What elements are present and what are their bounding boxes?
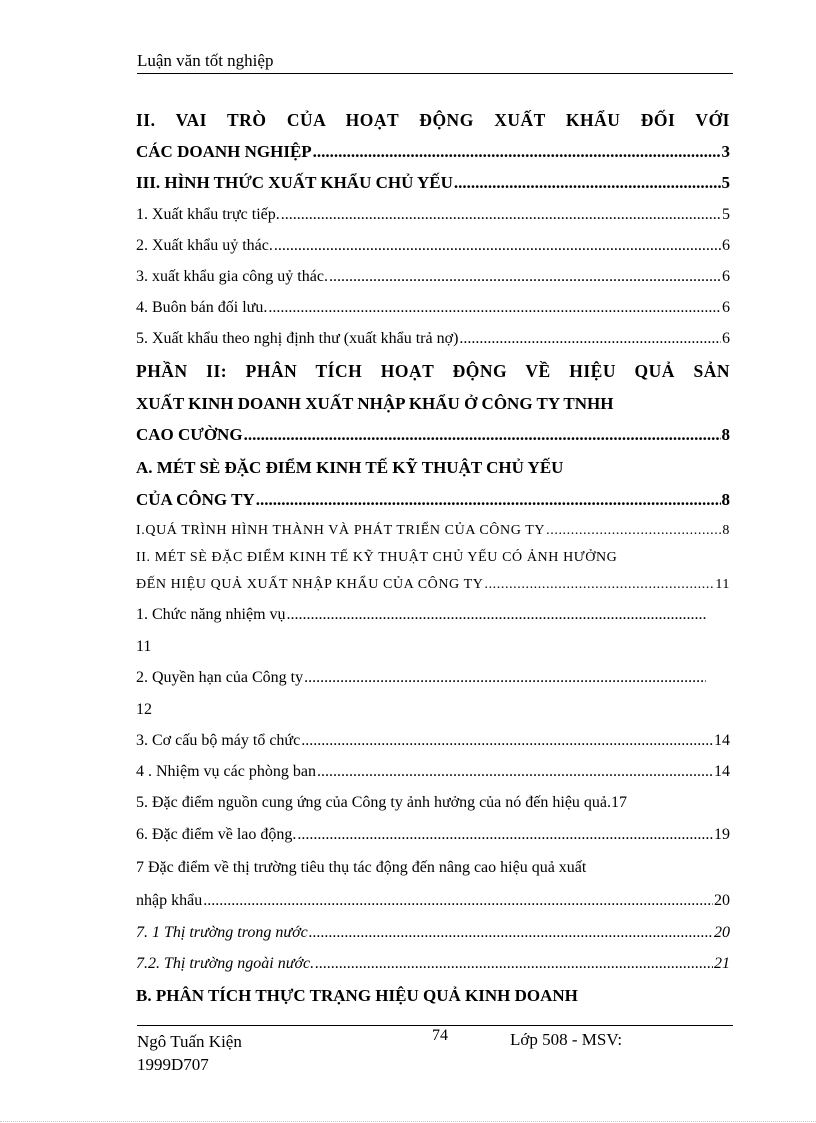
toc-entry[interactable] <box>136 355 730 388</box>
toc-entry[interactable] <box>136 323 730 355</box>
toc-entry-label: 12 <box>136 700 152 718</box>
page-number: 74 <box>432 1027 448 1044</box>
toc-page-number: 14 <box>714 731 730 749</box>
toc-entry-label: III. HÌNH THỨC XUẤT KHẨU CHỦ YẾU <box>136 173 453 192</box>
toc-entry[interactable] <box>136 599 730 631</box>
toc-entry[interactable] <box>136 851 730 884</box>
toc-entry[interactable] <box>136 631 730 662</box>
toc-page-number: 3 <box>721 141 730 161</box>
footer-author: Ngô Tuấn Kiện <box>137 1032 242 1051</box>
toc-leader-dots <box>244 425 721 445</box>
toc-page-number: 6 <box>722 330 730 347</box>
toc-entry[interactable] <box>136 725 730 756</box>
page-bottom-border <box>0 1121 816 1122</box>
toc-leader-dots <box>256 490 721 510</box>
toc-leader-dots <box>301 732 713 750</box>
footer-class-info: Lớp 508 - MSV: <box>510 1030 623 1049</box>
toc-leader-dots <box>313 142 721 162</box>
toc-entry-label: XUẤT KINH DOANH XUẤT NHẬP KHẨU Ở CÔNG TY TNHH <box>136 393 614 413</box>
toc-entry-label: 3. xuất khẩu gia công uỷ thác. <box>136 267 328 285</box>
toc-leader-dots <box>459 330 721 348</box>
toc-entry[interactable] <box>136 917 730 948</box>
toc-page-number: 8 <box>721 425 730 444</box>
toc-entry[interactable] <box>136 136 730 167</box>
toc-entry-label: I.QUÁ TRÌNH HÌNH THÀNH VÀ PHÁT TRIỂN CỦA CÔNG TY <box>136 522 546 538</box>
toc-leader-dots <box>287 606 706 624</box>
toc-entry-label: 2. Xuất khẩu uỷ thác. <box>136 236 273 254</box>
toc-entry-label: B. PHÂN TÍCH THỰC TRẠNG HIỆU QUẢ KINH DOANH <box>136 986 578 1005</box>
toc-entry-label: 7.2. Thị trường ngoài nước. <box>136 955 315 972</box>
toc-entry[interactable] <box>136 546 730 570</box>
toc-entry-label: 5. Xuất khẩu theo nghị định thư (xuất khẩu trả nợ) <box>136 330 459 347</box>
toc-entry[interactable] <box>136 261 730 292</box>
toc-entry[interactable] <box>136 167 730 199</box>
toc-entry[interactable] <box>136 388 730 419</box>
toc-page-number: 8 <box>722 522 730 538</box>
toc-leader-dots <box>329 268 721 286</box>
toc-entry[interactable] <box>136 884 730 917</box>
toc-entry-label: nhập khẩu <box>136 891 203 909</box>
toc-page-number: 21 <box>714 955 730 972</box>
toc-entry-label: 7. 1 Thị trường trong nước <box>136 923 308 941</box>
table-of-contents <box>136 104 730 1012</box>
page-header <box>137 50 733 74</box>
toc-entry[interactable] <box>136 787 730 819</box>
toc-page-number: 5 <box>722 205 730 223</box>
toc-entry[interactable] <box>136 948 730 980</box>
header-title: Luận văn tốt nghiệp <box>137 51 274 70</box>
toc-entry-label: II. VAI TRÒ CỦA HOẠT ĐỘNG XUẤT KHẨU ĐỐI VỚI <box>136 110 730 130</box>
toc-leader-dots <box>281 206 721 224</box>
toc-entry[interactable] <box>136 419 730 451</box>
toc-page-number: 20 <box>714 923 730 941</box>
toc-entry[interactable] <box>136 230 730 261</box>
toc-entry-label: 5. Đặc điểm nguồn cung ứng của Công ty ảnh hưởng của nó đến hiệu quả. <box>136 794 612 811</box>
toc-leader-dots <box>268 299 721 317</box>
toc-page-number: 11 <box>715 576 730 592</box>
toc-page-number: 5 <box>721 173 730 192</box>
toc-entry-label: 2. Quyền hạn của Công ty <box>136 669 304 686</box>
toc-entry[interactable] <box>136 694 730 725</box>
toc-entry[interactable] <box>136 199 730 230</box>
toc-entry[interactable] <box>136 104 730 136</box>
toc-leader-dots <box>546 523 721 539</box>
toc-entry-label: 1. Xuất khẩu trực tiếp. <box>136 205 280 223</box>
toc-leader-dots <box>484 577 714 593</box>
toc-entry[interactable] <box>136 484 730 515</box>
toc-entry-label: 4. Buôn bán đối lưu. <box>136 298 268 316</box>
toc-entry-label: PHẦN II: PHÂN TÍCH HOẠT ĐỘNG VỀ HIỆU QUẢ SẢN <box>136 361 730 381</box>
toc-entry[interactable] <box>136 662 730 694</box>
toc-entry[interactable] <box>136 980 730 1012</box>
toc-page-number: 14 <box>714 762 730 780</box>
toc-entry[interactable] <box>136 451 730 484</box>
toc-entry-label: ĐẾN HIỆU QUẢ XUẤT NHẬP KHẨU CỦA CÔNG TY <box>136 576 484 592</box>
toc-entry-label: CAO CƯỜNG <box>136 425 243 444</box>
toc-entry[interactable] <box>136 292 730 323</box>
toc-entry-label: A. MÉT SÈ ĐẶC ĐIỂM KINH TẾ KỸ THUẬT CHỦ YẾU <box>136 457 564 477</box>
toc-page-number: 19 <box>714 826 730 843</box>
toc-entry-label: 1. Chức năng nhiệm vụ <box>136 606 286 623</box>
toc-entry-label: 7 Đặc điểm về thị trường tiêu thụ tác động đến nâng cao hiệu quả xuất <box>136 858 587 876</box>
toc-page-number: 8 <box>721 489 730 509</box>
toc-leader-dots <box>317 763 713 781</box>
toc-leader-dots <box>304 669 706 687</box>
toc-entry-label: 4 . Nhiệm vụ các phòng ban <box>136 762 316 780</box>
toc-page-number: 6 <box>722 267 730 285</box>
toc-entry[interactable] <box>136 756 730 787</box>
toc-page-number: 6 <box>722 236 730 254</box>
footer-divider <box>137 1025 733 1026</box>
toc-leader-dots <box>309 924 713 942</box>
toc-leader-dots <box>315 955 713 973</box>
toc-page-number: 17 <box>611 794 628 811</box>
footer-student-id: 1999D707 <box>137 1055 209 1074</box>
toc-leader-dots <box>274 237 721 255</box>
toc-entry-label: CỦA CÔNG TY <box>136 489 255 509</box>
toc-entry-label: 11 <box>136 637 152 655</box>
toc-entry-label: 3. Cơ cấu bộ máy tổ chức <box>136 731 301 749</box>
toc-entry[interactable] <box>136 819 730 851</box>
toc-entry-label: 6. Đặc điểm về lao động. <box>136 826 297 843</box>
toc-page-number: 20 <box>714 891 730 909</box>
toc-leader-dots <box>203 892 713 910</box>
footer-author-block <box>137 1030 242 1076</box>
toc-entry[interactable] <box>136 570 730 599</box>
toc-page-number: 6 <box>722 298 730 316</box>
toc-entry-label: CÁC DOANH NGHIỆP <box>136 141 312 161</box>
toc-entry-label: II. MÉT SÈ ĐẶC ĐIỂM KINH TẾ KỸ THUẬT CHỦ YẾU CÓ ẢNH HƯỞNG <box>136 550 618 565</box>
toc-leader-dots <box>454 173 721 193</box>
toc-entry[interactable] <box>136 515 730 546</box>
toc-leader-dots <box>297 826 713 844</box>
